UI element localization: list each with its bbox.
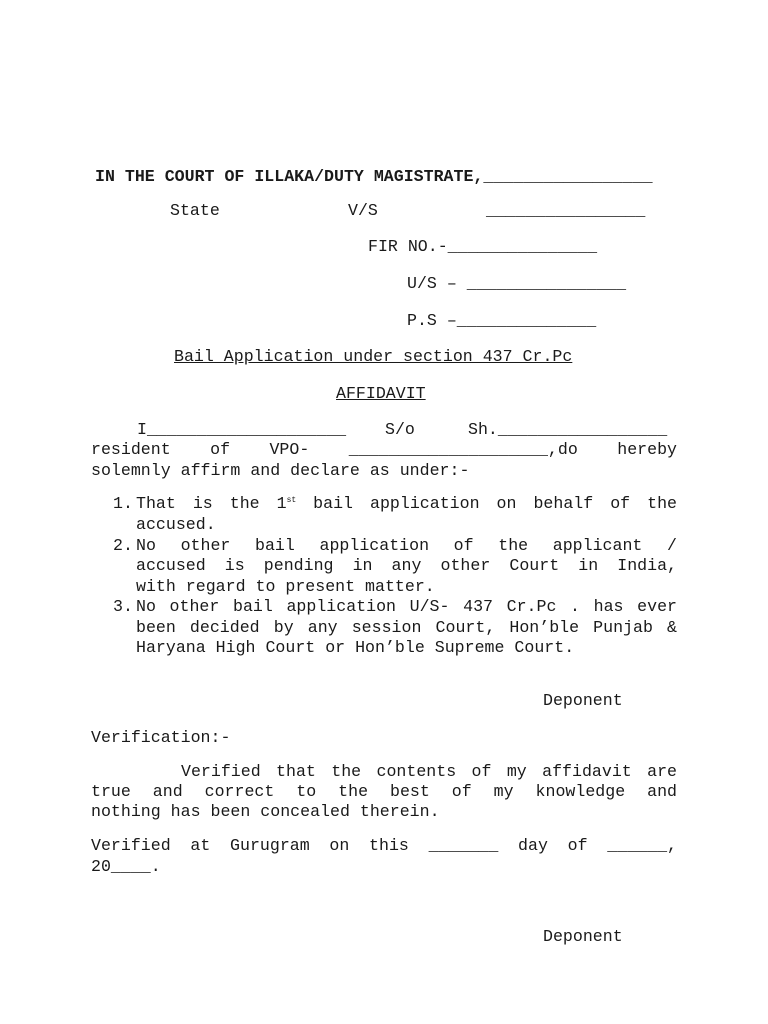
father-name-blank: Sh._________________ [468,420,668,439]
residence-line: resident of VPO- ____________________,do hereby [91,440,677,459]
son-of-label: S/o [385,420,415,439]
verification-line: true and correct to the best of my knowledge and [91,782,677,801]
application-title: Bail Application under section 437 Cr.Pc [174,347,573,366]
court-title [95,167,653,187]
list-item-2-line: with regard to present matter. [136,577,435,596]
deponent-signature-1: Deponent [543,691,623,710]
list-item-3-line: Haryana High Court or Hon’ble Supreme Court. [136,638,575,657]
magistrate-blank: _________________ [483,167,653,186]
police-station: P.S –______________ [407,311,597,330]
list-number: 3. [113,597,133,616]
list-number: 1. [113,494,133,513]
list-number: 2. [113,536,133,555]
verification-heading: Verification:- [91,728,231,747]
court-title-text: IN THE COURT OF ILLAKA/DUTY MAGISTRATE, [95,167,484,186]
deponent-signature-2: Deponent [543,927,623,946]
accused-blank: ________________ [486,201,646,220]
item-text: That is the 1 [136,494,287,513]
under-section: U/S – ________________ [407,274,627,293]
list-item-2-line: No other bail application of the applicant / [136,536,677,555]
list-item-3-line: No other bail application U/S- 437 Cr.Pc . has ever [136,597,677,616]
list-item-3-line: been decided by any session Court, Hon’ble Punjab & [136,618,677,637]
list-item-1-line: accused. [136,515,216,534]
affidavit-title: AFFIDAVIT [336,384,426,403]
fir-number: FIR NO.-_______________ [368,237,598,256]
list-item-2-line: accused is pending in any other Court in India, [136,556,677,575]
state-label: State [170,201,220,220]
vs-label: V/S [348,201,378,220]
verification-year-line: 20____. [91,857,161,876]
item-text: bail application on behalf of the [296,494,677,513]
list-item-1-line [136,494,677,514]
deponent-name-blank: I____________________ [137,420,347,439]
ordinal-suffix: st [286,496,297,505]
verification-line: nothing has been concealed therein. [91,802,440,821]
verification-line: Verified that the contents of my affidavit are [181,762,677,781]
affirm-line: solemnly affirm and declare as under:- [91,461,470,480]
verification-place-line: Verified at Gurugram on this _______ day of ______, [91,836,677,855]
